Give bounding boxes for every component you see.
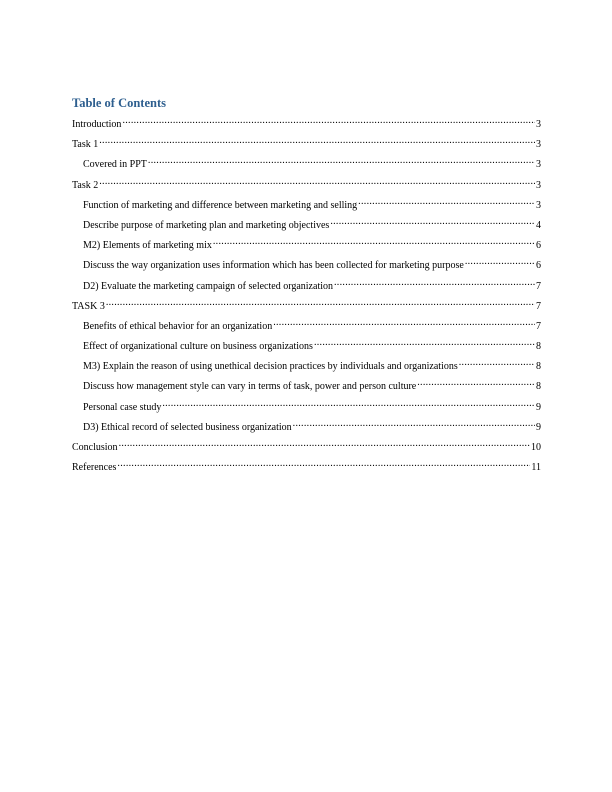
toc-entry-page-number[interactable]: 8 [536,341,541,353]
toc-entry-page-number[interactable]: 10 [531,442,541,453]
toc-entry-page-number[interactable]: 9 [536,421,541,433]
toc-entry-page-number[interactable]: 8 [536,381,541,393]
toc-entry[interactable] [72,256,541,276]
toc-entry-text[interactable]: Function of marketing and difference between marketing and selling [83,199,358,211]
toc-dot-leader [119,438,530,450]
toc-entry-page-number[interactable]: 6 [536,240,541,252]
toc-entry-text[interactable]: D3) Ethical record of selected business organization [83,421,292,433]
toc-entry-text[interactable]: Personal case study [83,401,162,413]
toc-entry[interactable] [72,337,541,357]
toc-entry[interactable] [72,438,541,458]
toc-entry[interactable] [72,155,541,175]
toc-dot-leader [417,377,535,389]
toc-entry[interactable] [72,398,541,418]
toc-entry-page-number[interactable]: 7 [536,320,541,332]
toc-entry[interactable] [72,216,541,236]
toc-entry-page-number[interactable]: 3 [536,119,541,130]
toc-heading: Table of Contents [72,96,166,110]
toc-entry[interactable] [72,297,541,317]
toc-entry[interactable] [72,317,541,337]
toc-entry-page-number[interactable]: 3 [536,159,541,171]
toc-entry-text[interactable]: Discuss how management style can vary in terms of task, power and person culture [83,381,417,393]
toc-dot-leader [148,155,535,167]
toc-entry-page-number[interactable]: 7 [536,300,541,312]
toc-entry-text[interactable]: Task 2 [72,179,99,191]
toc-entry-text[interactable]: TASK 3 [72,300,105,312]
toc-dot-leader [465,256,535,268]
toc-entry[interactable] [72,115,541,135]
toc-entry-text[interactable]: References [72,462,117,474]
toc-entry[interactable] [72,377,541,397]
toc-dot-leader [122,115,535,127]
toc-dot-leader [213,236,535,248]
toc-entry[interactable] [72,277,541,297]
toc-dot-leader [99,176,535,188]
toc-entry-page-number[interactable]: 4 [536,219,541,231]
toc-entry[interactable] [72,357,541,377]
toc-dot-leader [334,277,535,289]
toc-entry-page-number[interactable]: 7 [536,280,541,292]
toc-entry[interactable] [72,135,541,155]
toc-entry[interactable] [72,236,541,256]
toc-dot-leader [162,398,535,410]
toc-entry-text[interactable]: M2) Elements of marketing mix [83,240,212,252]
toc-entry-text[interactable]: Task 1 [72,139,99,151]
toc-entry-page-number[interactable]: 9 [536,401,541,413]
toc-entry[interactable] [72,196,541,216]
toc-entry-page-number[interactable]: 8 [536,361,541,373]
toc-entry-page-number[interactable]: 3 [536,139,541,151]
toc-entry-text[interactable]: Discuss the way organization uses information which has been collected for marketing purpose [83,260,464,272]
toc-entry-page-number[interactable]: 3 [536,199,541,211]
toc-entry-page-number[interactable]: 11 [531,462,541,474]
toc-dot-leader [293,418,535,430]
toc-dot-leader [330,216,535,228]
table-of-contents [72,115,541,478]
toc-entry[interactable] [72,458,541,478]
toc-dot-leader [459,357,535,369]
toc-entry-text[interactable]: Introduction [72,119,122,130]
toc-entry[interactable] [72,418,541,438]
toc-entry[interactable] [72,176,541,196]
toc-dot-leader [273,317,535,329]
toc-entry-text[interactable]: D2) Evaluate the marketing campaign of selected organization [83,280,333,292]
toc-dot-leader [106,297,535,309]
toc-entry-text[interactable]: Benefits of ethical behavior for an organization [83,320,273,332]
toc-entry-text[interactable]: Effect of organizational culture on business organizations [83,341,313,353]
toc-entry-page-number[interactable]: 3 [536,179,541,191]
toc-entry-text[interactable]: Conclusion [72,442,118,453]
toc-entry-text[interactable]: Describe purpose of marketing plan and marketing objectives [83,219,330,231]
toc-dot-leader [314,337,535,349]
toc-dot-leader [358,196,535,208]
toc-entry-text[interactable]: M3) Explain the reason of using unethical decision practices by individuals and organizations [83,361,458,373]
toc-dot-leader [99,135,535,147]
toc-entry-page-number[interactable]: 6 [536,260,541,272]
toc-dot-leader [117,458,530,470]
toc-entry-text[interactable]: Covered in PPT [83,159,147,171]
